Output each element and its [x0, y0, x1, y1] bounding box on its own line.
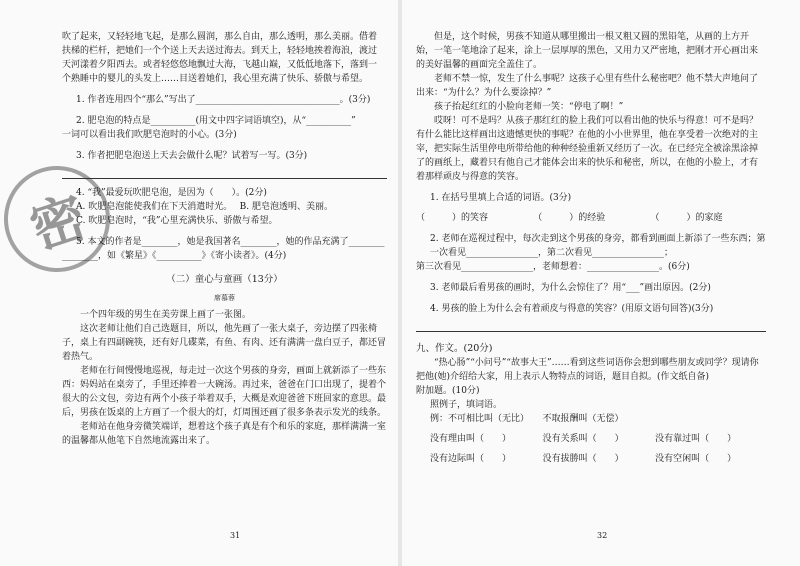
question-2: 2. 老师在巡视过程中，每次走到这个男孩的身旁，都看到画面上新添了一些东西；第一次看见________________，第二次看见________________；: [430, 234, 766, 258]
intro-line: 天河漾着夕阳西去。或者轻悠悠地飘过大海，飞越山巅，又低低地落下，落到一: [62, 60, 378, 70]
article-para: 这次老师让他们自己选题目，所以，他先画了一张大桌子，旁边摆了四张椅子，桌上有四副碗筷，还有好几碟菜，有鱼、有肉、还有满满一盘白豆子，都还冒着热气。: [62, 324, 387, 362]
bonus-item[interactable]: 没有关系叫（ ）: [542, 434, 624, 444]
bonus-row: [416, 432, 766, 446]
bonus-row: [416, 452, 766, 466]
blank-item[interactable]: （ ）的经验: [533, 213, 606, 223]
confidential-stamp: 密: [0, 152, 124, 286]
bonus-item[interactable]: 没有靠过叫（ ）: [655, 434, 737, 444]
bonus-item[interactable]: 没有拔勝叫（ ）: [542, 454, 624, 464]
option-c: C. 吹肥皂泡时，“我”心里充满快乐、骄傲与希望。: [76, 216, 278, 226]
blank-row: [416, 211, 766, 225]
bonus-item[interactable]: 没有空闲叫（ ）: [655, 454, 737, 464]
answer-line[interactable]: [62, 169, 387, 179]
composition-prompt: “热心肠”“小问号”“故事大王”……看到这些词语你会想到哪些朋友或同学？现请你把他(她)介绍给大家，用上表示人物特点的词语，题目自拟。(作文纸自备): [416, 358, 759, 382]
question-3: 3. 老师最后看男孩的画时，为什么会惊住了？用“___”画出原因。(2分): [430, 283, 711, 293]
question-2-cont: 第三次看见________________，老师想着：________________。(6分): [416, 262, 690, 272]
question-5-cont: ________，如《繁星》《__________》《寄小读者》。(4分): [62, 251, 287, 261]
article-para: 老师在行间慢慢地巡视，每走过一次这个男孩的身旁，画面上就新添了一些东西：妈妈站在桌旁了，手里还捧着一大碗汤。再过来，爸爸在门口出现了，提着个很大的公文包，旁边有两个小孩子举着双手，大概是欢迎爸爸下班回家的意思。最后，男孩在饭桌的上方画了一个很大的灯，灯周围还画了很多条表示发光的线条。: [62, 366, 387, 418]
intro-line: 扶梯的栏杆，把她们一个个送上天去送过海去。到天上，轻轻地挨着海浪，渡过: [62, 46, 378, 56]
article-para: 哎呀！可不是吗？从孩子那红红的脸上我们可以看出他的快乐与得意！可不是吗？有什么能比这样画出这遗憾更快的事呢？在他的小小世界里，他在享受着一次绝对的主宰，把实际生活里停电所带给他的种种经验重新又经历了一次。在已经完全被涂黑涂掉了的画纸上，藏着只有他自己才能体会出来的快乐和秘密，所以，在他的小脸上，才有着那样顽皮与得意的笑容。: [416, 116, 759, 182]
section-title: （二）童心与童画（13分）: [166, 274, 283, 285]
bonus-instruction: 照例子，填词语。: [430, 400, 503, 410]
article-para: 孩子抬起红红的小脸向老师一笑：“停电了啊！”: [434, 102, 624, 112]
blank-item[interactable]: （ ）的笑容: [416, 213, 489, 223]
intro-line: 吹了起来，又轻轻地飞起，是那么圆润，那么自由，那么透明，那么美丽。借着: [62, 32, 378, 42]
bonus-item[interactable]: 没有理由叫（ ）: [430, 434, 512, 444]
left-content: [62, 30, 387, 448]
question-4: 4. 男孩的脸上为什么会有着顽皮与得意的笑容？(用原文语句回答)(3分): [430, 304, 714, 314]
answer-line[interactable]: [416, 322, 766, 332]
composition-title: 九、作文。(20分): [416, 343, 493, 354]
bonus-example: 例：不可相比叫（无比） 不取报酬叫（无偿）: [430, 414, 624, 424]
right-page: [402, 0, 800, 566]
article-para: 一个四年级的男生在美劳课上画了一张图。: [80, 310, 252, 320]
question-5: 5. 本文的作者是________，她是我国著名________，她的作品充满了________: [76, 237, 385, 247]
page-number: 31: [230, 531, 241, 540]
question-2-cont: 一词可以看出我们吹肥皂泡时的小心。(3分): [62, 130, 237, 140]
bonus-item[interactable]: 没有边际叫（ ）: [430, 454, 512, 464]
article-author: 席慕蓉: [214, 294, 235, 302]
question-3: 3. 作者把肥皂泡送上天去会做什么呢？试着写一写。(3分): [76, 151, 308, 161]
page-number: 32: [597, 531, 608, 540]
question-4: 4. “我”最爱玩吹肥皂泡，是因为（ ）。(2分): [76, 188, 267, 198]
option-a: A. 吹肥皂泡能使我们在下天消遣时光。 B. 肥皂泡透明、美丽。: [76, 202, 333, 212]
article-para: 但是，这个时候，男孩不知道从哪里搬出一根又粗又圆的黑铅笔，从画的上方开始，一笔一笔地涂了起来，涂上一层厚厚的黑色，又用力又严密地，把刚才开心画出来的美好温馨的画面完全盖住了。: [416, 32, 759, 70]
blank-item[interactable]: （ ）的家庭: [650, 213, 723, 223]
question-1: 1. 在括号里填上合适的词语。(3分): [430, 193, 572, 203]
question-1: 1. 作者连用四个“那么”写出了________________________________。(3分): [76, 95, 371, 105]
right-content: [416, 30, 766, 466]
bonus-title: 附加题。(10分): [416, 386, 480, 396]
question-2: 2. 肥皂泡的特点是__________(用文中四字词语填空)，从“__________”: [76, 116, 356, 126]
intro-line: 个熟睡中的婴儿的头发上……目送着她们，我心里充满了快乐、骄傲与希望。: [62, 74, 369, 84]
article-para: 老师站在他身旁微笑端详，想着这个孩子真是有个和乐的家庭，那样满满一室的温馨都从他笔下自然地流露出来了。: [62, 422, 387, 446]
left-page: [0, 0, 398, 566]
article-para: 老师不禁一惊，发生了什么事呢？这孩子心里有些什么秘密吧？他不禁大声地问了出来：“为什么？为什么要涂掉？”: [416, 74, 759, 98]
